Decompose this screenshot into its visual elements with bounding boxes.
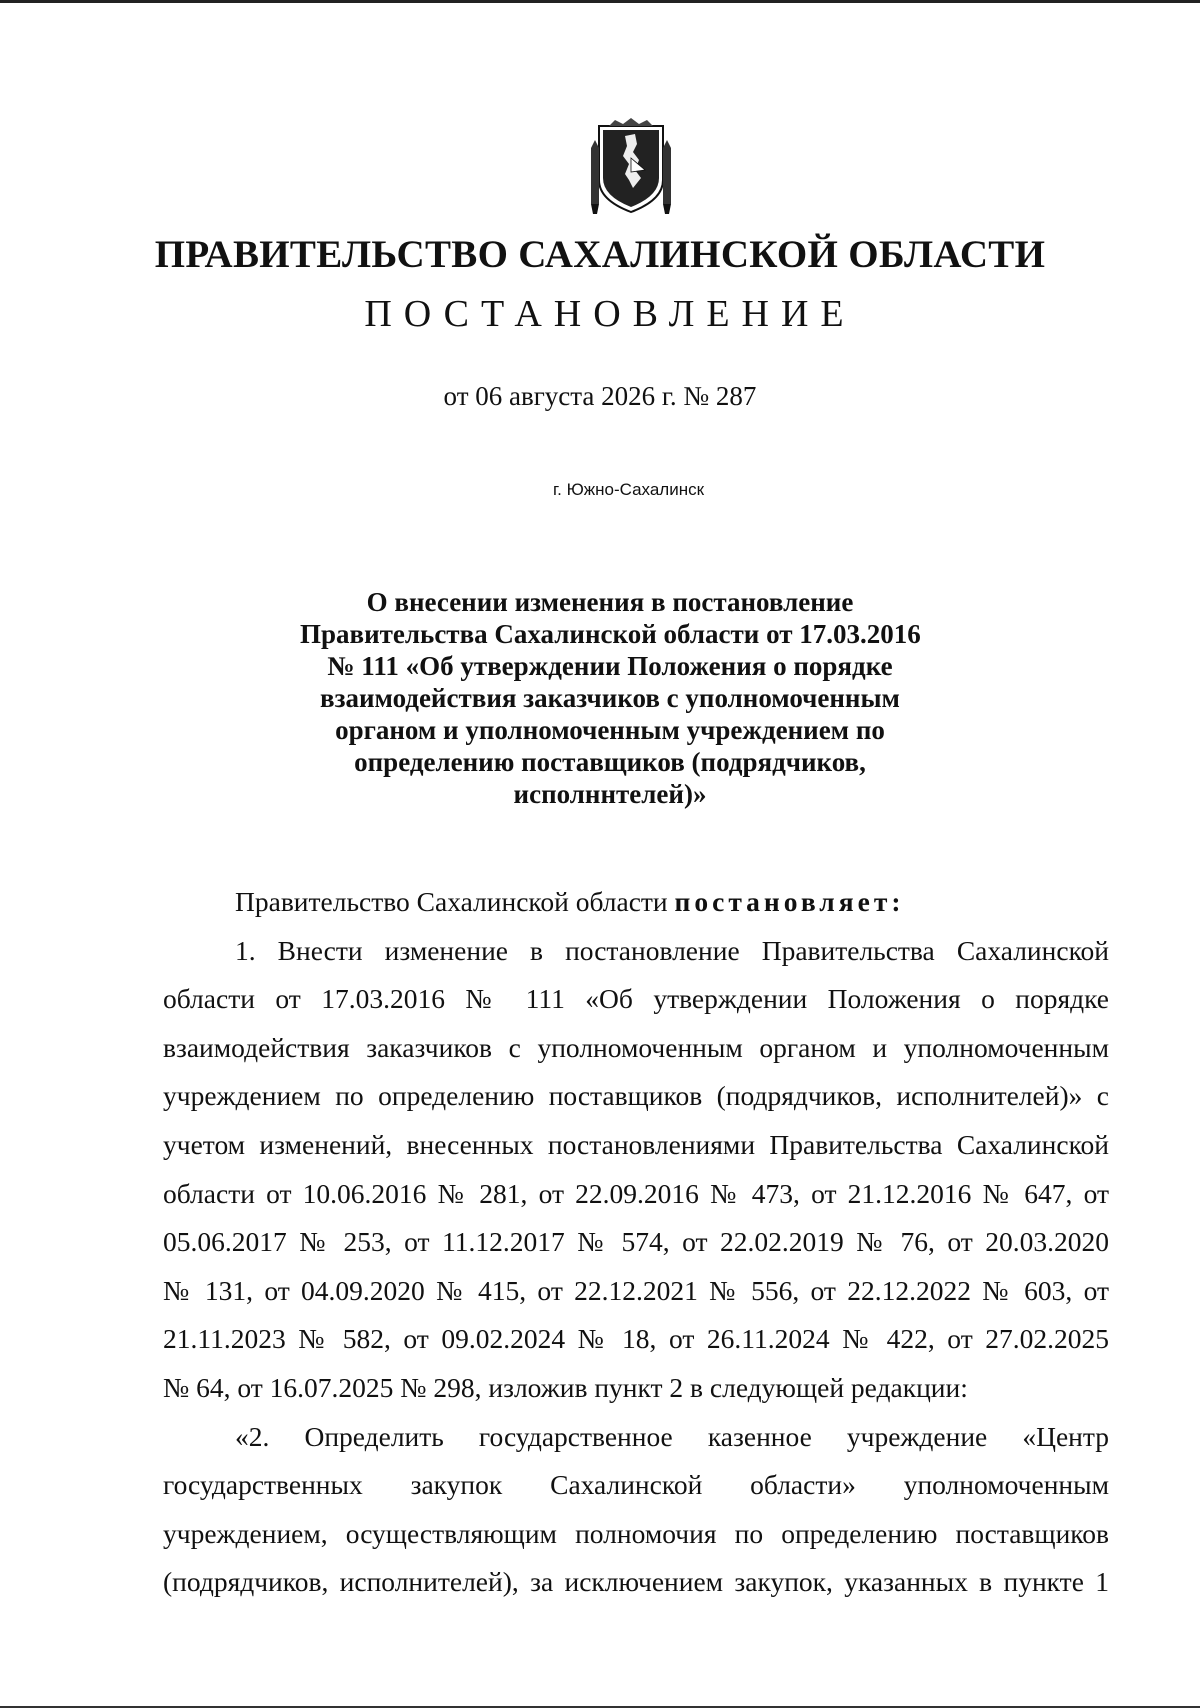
government-title: ПРАВИТЕЛЬСТВО САХАЛИНСКОЙ ОБЛАСТИ [154, 233, 1046, 276]
subject-line: органом и уполномоченным учреждением по [335, 715, 885, 745]
preamble-text: Правительство Сахалинской области [235, 886, 668, 917]
paragraph-1-line: № 64, от 16.07.2025 № 298, изложив пункт 2 в следующей редакции: [163, 1371, 968, 1403]
paragraph-2-line: (подрядчиков, исполнителей), за исключением закупок, указанных в пункте 1 [163, 1566, 1109, 1598]
document-date-number: от 06 августа 2026 г. № 287 [443, 381, 757, 411]
document-city: г. Южно-Сахалинск [553, 480, 705, 499]
paragraph-1-line: 21.11.2023 № 582, от 09.02.2024 № 18, от 26.11.2024 № 422, от 27.02.2025 [163, 1323, 1109, 1355]
subject-line: № 111 «Об утверждении Положения о порядке [327, 651, 893, 681]
document-type: ПОСТАНОВЛЕНИЕ [364, 293, 856, 335]
document-body [163, 878, 1109, 1607]
paragraph-1-line: 05.06.2017 № 253, от 11.12.2017 № 574, от 22.02.2019 № 76, от 20.03.2020 [163, 1226, 1109, 1258]
paragraph-1-line: 1. Внести изменение в постановление Правительства Сахалинской [235, 934, 1109, 966]
paragraph-1-line: № 131, от 04.09.2020 № 415, от 22.12.2021 № 556, от 22.12.2022 № 603, от [163, 1274, 1109, 1306]
coat-of-arms-icon [585, 118, 677, 218]
paragraph-1-line: учетом изменений, внесенных постановлениями Правительства Сахалинской [163, 1128, 1109, 1160]
paragraph-1-line: учреждением по определению поставщиков (подрядчиков, исполнителей)» с [163, 1080, 1109, 1112]
subject-line: взаимодействия заказчиков с уполномоченным [320, 683, 900, 713]
paragraph-1-line: области от 17.03.2016 № 111 «Об утверждении Положения о порядке [163, 983, 1109, 1015]
paragraph-1-line: взаимодействия заказчиков с уполномоченным органом и уполномоченным [163, 1031, 1109, 1063]
subject-line: Правительства Сахалинской области от 17.03.2016 [300, 619, 921, 649]
paragraph-2-line: государственных закупок Сахалинской области» уполномоченным [163, 1469, 1109, 1501]
subject-line: определению поставщиков (подрядчиков, [354, 747, 866, 777]
preamble [163, 878, 1109, 927]
preamble-emphasis: постановляет: [674, 886, 905, 917]
top-scan-border [0, 0, 1200, 3]
paragraph-2-line: учреждением, осуществляющим полномочия по определению поставщиков [163, 1517, 1109, 1549]
paragraph-1-line: области от 10.06.2016 № 281, от 22.09.2016 № 473, от 21.12.2016 № 647, от [163, 1177, 1109, 1209]
document-subject [300, 586, 920, 810]
paragraph-2-line: «2. Определить государственное казенное учреждение «Центр [235, 1420, 1109, 1452]
subject-line: О внесении изменения в постановление [366, 587, 854, 617]
subject-line: исполннтелей)» [513, 779, 707, 809]
